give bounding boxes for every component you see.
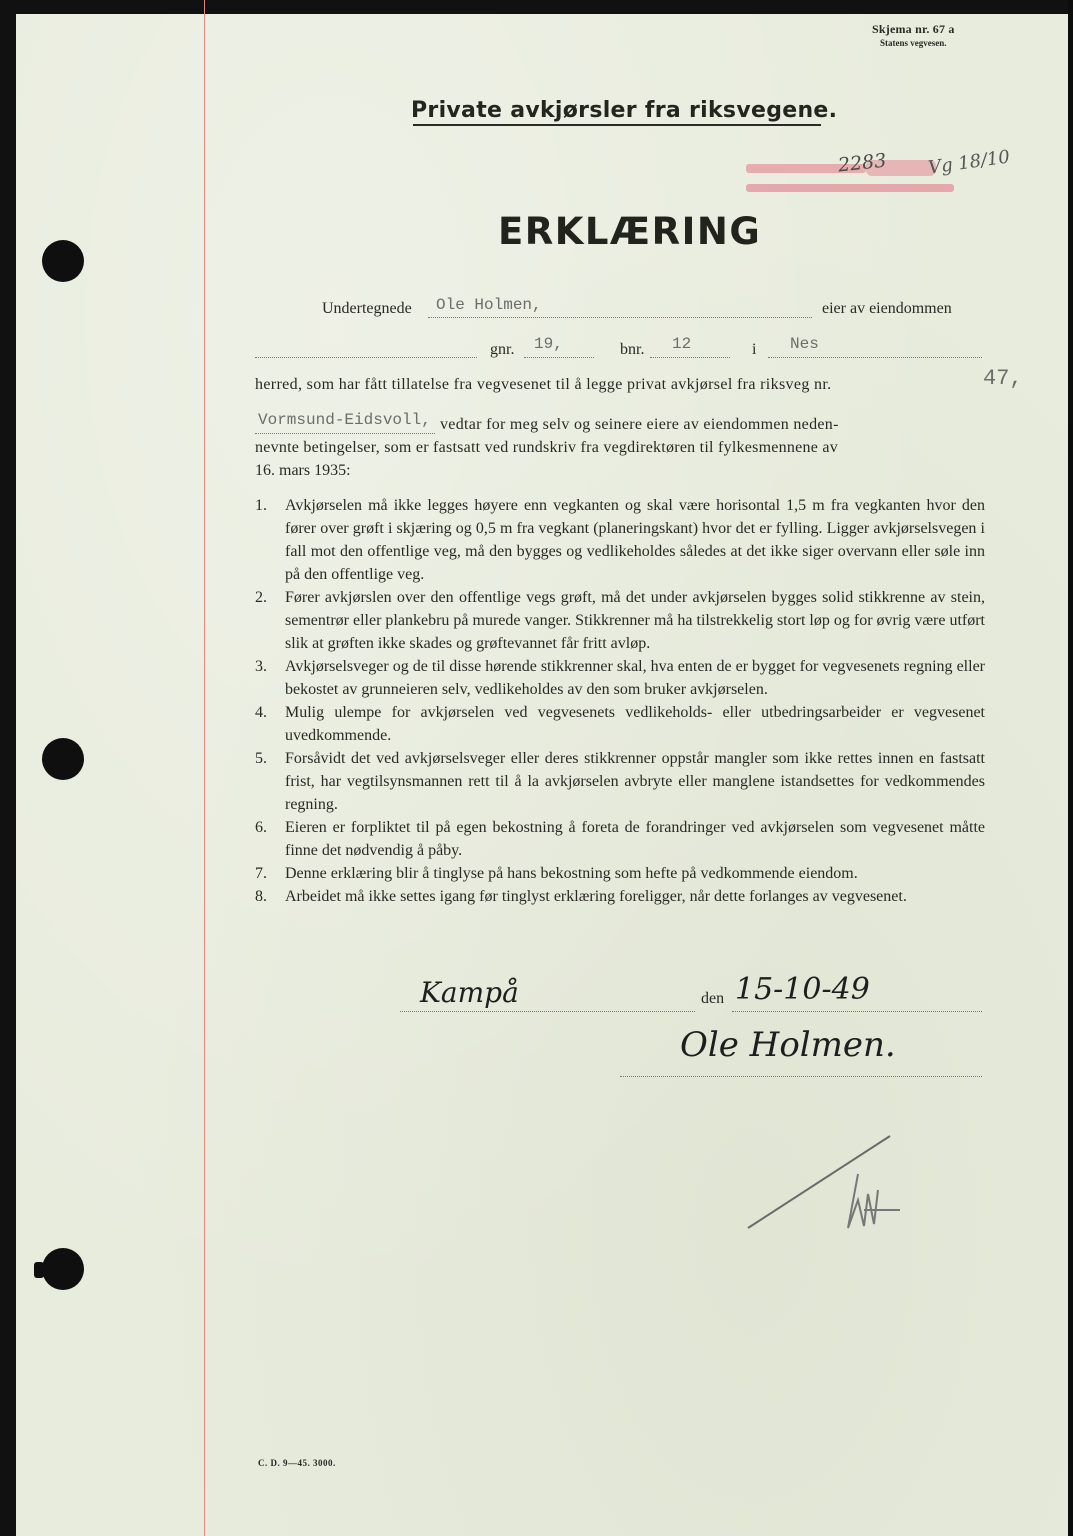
- condition-item: [255, 494, 985, 586]
- date-label: den: [701, 990, 725, 1007]
- condition-text: Denne erklæring blir å tinglyse på hans bekostning som hefte på vedkommende eiendom.: [285, 865, 858, 882]
- punch-hole-icon: [42, 738, 84, 780]
- dotted-line: [428, 317, 812, 318]
- condition-number: 2.: [255, 589, 267, 606]
- condition-item: [255, 701, 985, 747]
- condition-text: Forsåvidt det ved avkjørselsveger eller deres stikkrenner oppstår mangler som ikke rettes innen en fastsatt frist, har vegtilsynsmannen rett til å la avkjørselen avbryte eller manglene istandsettes for vedkommendes regning.: [285, 750, 985, 813]
- condition-number: 1.: [255, 497, 267, 514]
- undersigned-label: Undertegnede: [322, 300, 412, 317]
- signature-name[interactable]: Ole Holmen.: [680, 1025, 896, 1065]
- owner-label: eier av eiendommen: [822, 300, 952, 317]
- form-org: Statens vegvesen.: [880, 38, 947, 48]
- condition-item: [255, 655, 985, 701]
- condition-number: 4.: [255, 704, 267, 721]
- condition-number: 6.: [255, 819, 267, 836]
- heading-underline: [413, 124, 821, 126]
- dotted-line: [400, 1011, 695, 1012]
- dotted-line: [650, 357, 730, 358]
- condition-number: 3.: [255, 658, 267, 675]
- condition-text: Eieren er forpliktet til på egen bekostning å foreta de forandringer ved avkjørselen som vegvesenet måtte finne det nødvendig å påby.: [285, 819, 985, 859]
- bnr-field[interactable]: 12: [672, 335, 692, 353]
- bnr-label: bnr.: [620, 341, 645, 358]
- commitment-text-3: 16. mars 1935:: [255, 462, 351, 479]
- dotted-line: [620, 1076, 982, 1077]
- commitment-text-2: nevnte betingelser, som er fastsatt ved rundskriv fra vegdirektøren til fylkesmennene av: [255, 439, 838, 456]
- initials-mark-icon: [740, 1130, 900, 1245]
- condition-number: 5.: [255, 750, 267, 767]
- condition-text: Avkjørselsveger og de til disse hørende stikkrenner skal, hva enten de er bygget for vegvesenets regning eller bekostet av grunneieren selv, vedlikeholdes av den som bruker avkjørselen.: [285, 658, 985, 698]
- municipality-field[interactable]: Nes: [790, 335, 819, 353]
- dotted-line: [255, 357, 477, 358]
- condition-text: Mulig ulempe for avkjørselen ved vegvesenets vedlikeholds- eller utbedringsarbeider er vegvesenet uvedkommende.: [285, 704, 985, 744]
- scan-edge: [1068, 0, 1073, 1536]
- undersigned-field[interactable]: Ole Holmen,: [436, 296, 542, 314]
- stamp-reference: Vg 18/10: [926, 146, 1012, 179]
- condition-item: [255, 862, 985, 885]
- dotted-line: [524, 357, 594, 358]
- in-label: i: [752, 341, 757, 358]
- condition-item: [255, 885, 985, 908]
- dotted-line: [768, 357, 982, 358]
- punch-hole-icon: [42, 240, 84, 282]
- signature-place[interactable]: Kampå: [420, 976, 519, 1009]
- permission-text: herred, som har fått tillatelse fra vegvesenet til å legge privat avkjørsel fra riksveg nr.: [255, 376, 832, 393]
- margin-line: [204, 0, 205, 1536]
- condition-text: Fører avkjørslen over den offentlige vegs grøft, må det under avkjørselen bygges solid stikkrenne av stein, sementrør eller plankebru på murede vanger. Stikkrenner må ha tilstrekkelig stort løp og for øvrig være utført slik at grøften ikke skades og grøftevannet får fritt avløp.: [285, 589, 985, 652]
- stamp-number: 2283: [836, 149, 888, 177]
- gnr-field[interactable]: 19,: [534, 335, 563, 353]
- gnr-label: gnr.: [490, 341, 515, 358]
- document-title: ERKLÆRING: [498, 210, 762, 253]
- road-name-field[interactable]: Vormsund-Eidsvoll,: [258, 411, 431, 429]
- dotted-line: [732, 1011, 982, 1012]
- conditions-list: [255, 494, 985, 908]
- form-id: Skjema nr. 67 a: [872, 22, 955, 36]
- condition-number: 8.: [255, 888, 267, 905]
- condition-item: [255, 747, 985, 816]
- dotted-line: [255, 433, 435, 434]
- punch-hole-icon: [42, 1248, 84, 1290]
- condition-text: Arbeidet må ikke settes igang før tinglyst erklæring foreligger, når dette forlanges av vegvesenet.: [285, 888, 907, 905]
- condition-number: 7.: [255, 865, 267, 882]
- condition-item: [255, 816, 985, 862]
- condition-text: Avkjørselen må ikke legges høyere enn vegkanten og skal være horisontal 1,5 m fra vegkanten hvor den fører over grøft i skjæring og 0,5 m fra vegkant (planeringskant) hvor det er fylling. Ligger avkjørselsvegen i fall mot den offentlige veg, må den bygges og vedlikeholdes således at det ikke siger overvann eller søle inn på den offentlige veg.: [285, 497, 985, 583]
- condition-item: [255, 586, 985, 655]
- commitment-text: vedtar for meg selv og seinere eiere av eiendommen neden-: [440, 416, 839, 433]
- road-number-field[interactable]: 47,: [983, 366, 1023, 391]
- signature-date[interactable]: 15-10-49: [735, 972, 870, 1007]
- document-heading: Private avkjørsler fra riksvegene.: [411, 98, 838, 123]
- print-code: C. D. 9—45. 3000.: [258, 1458, 336, 1468]
